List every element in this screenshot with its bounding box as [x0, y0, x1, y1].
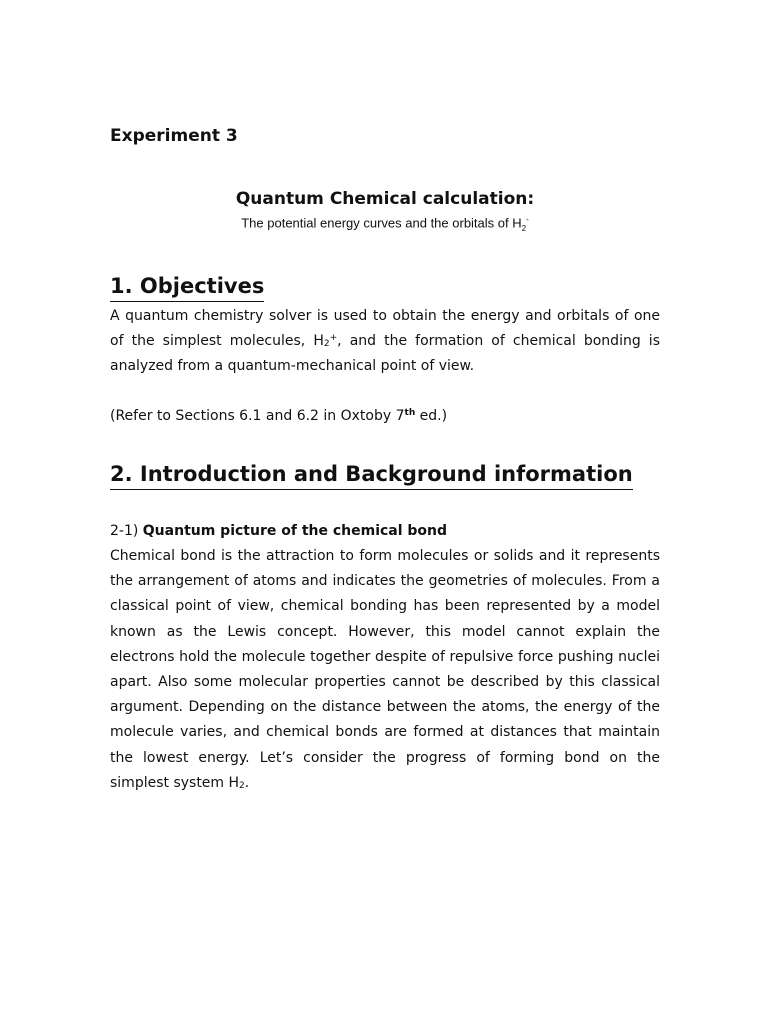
main-title: Quantum Chemical calculation:	[235, 189, 535, 209]
reference-superscript: th	[404, 408, 416, 418]
subsection-title: Quantum picture of the chemical bond	[142, 523, 448, 539]
section-heading-objectives: 1. Objectives	[110, 272, 264, 302]
subtitle	[110, 215, 660, 233]
objectives-text-after: , and the formation of chemical bonding is analyzed from a quantum-mechanical point of view.	[110, 333, 660, 375]
introduction-text-after: .	[244, 774, 250, 791]
objectives-superscript: +	[329, 333, 338, 344]
introduction-subscript: 2	[239, 780, 245, 791]
objectives-text-before: A quantum chemistry solver is used to obtain the energy and orbitals of one of the simplest molecules, H	[110, 308, 660, 350]
objectives-subscript: 2	[323, 339, 330, 350]
reference-note	[110, 404, 660, 429]
introduction-paragraph	[110, 544, 660, 796]
experiment-title: Experiment 3	[110, 126, 238, 146]
reference-text-after: ed.)	[415, 408, 448, 424]
reference-text-before: (Refer to Sections 6.1 and 6.2 in Oxtoby 7	[110, 408, 405, 424]
introduction-text-before: Chemical bond is the attraction to form molecules or solids and it represents the arrangement of atoms and indicates the geometries of molecules. From a classical point of view, chemical bonding has been represented by a model known as the Lewis concept. However, this model cannot explain the electrons hold the molecule together despite of repulsive force pushing nuclei apart. Also some molecular properties cannot be described by this classical argument. Depending on the distance between the atoms, the energy of the molecule varies, and chemical bonds are formed at distances that maintain the lowest energy. Let’s consider the progress of forming bond on the simplest system H	[110, 548, 660, 791]
subtitle-superscript: -	[526, 215, 529, 224]
subtitle-subscript: 2	[521, 223, 527, 233]
section-heading-introduction: 2. Introduction and Background information	[110, 460, 633, 490]
subsection-heading	[110, 519, 447, 544]
objectives-paragraph	[110, 304, 660, 380]
subtitle-text: The potential energy curves and the orbitals of H	[241, 215, 522, 231]
subsection-number: 2-1)	[110, 523, 143, 539]
